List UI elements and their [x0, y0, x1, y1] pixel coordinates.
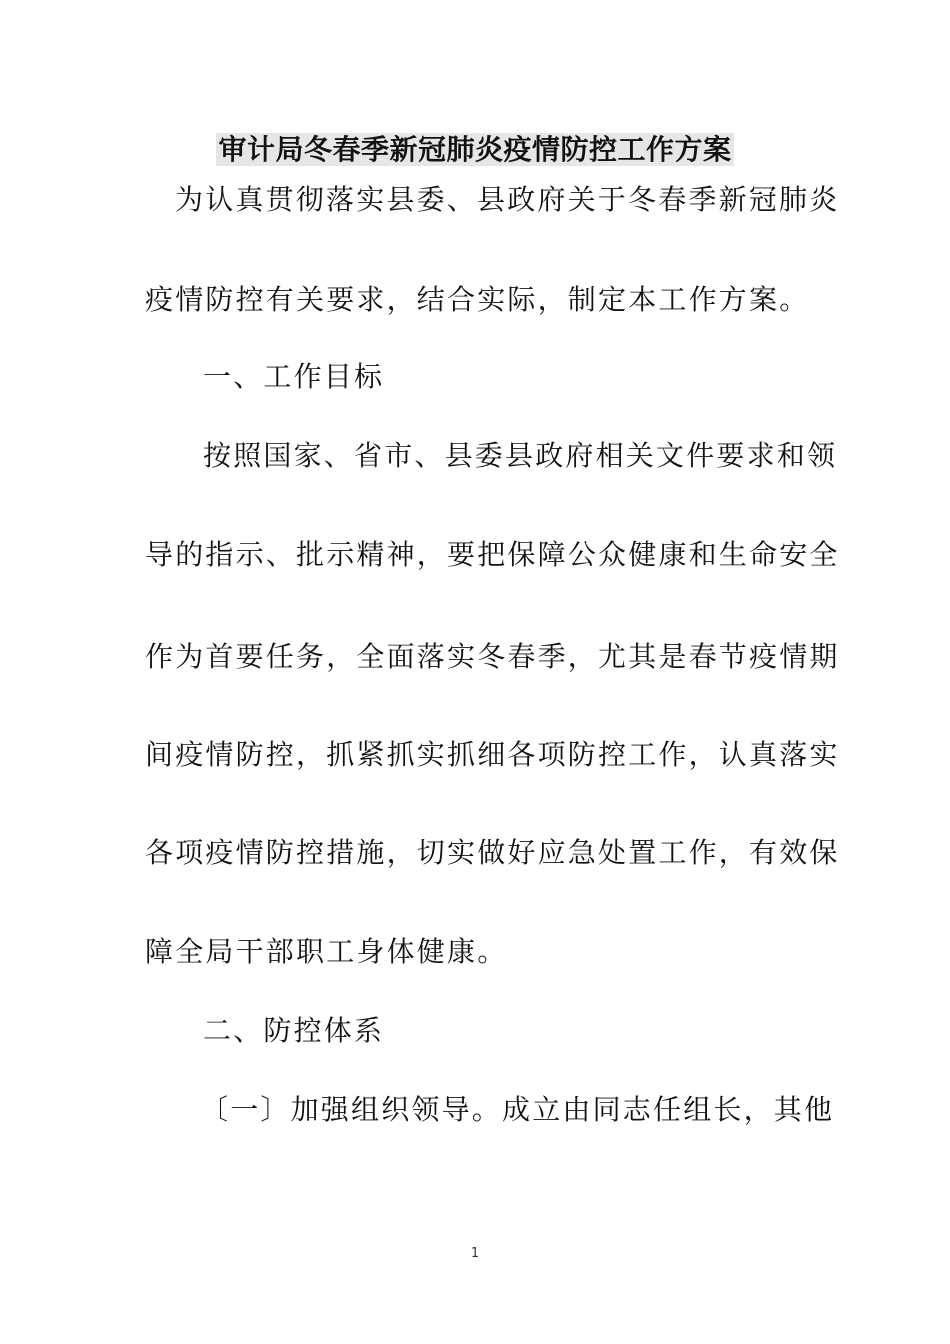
- paragraph-goals-line-2: 导的指示、批示精神，要把保障公众健康和生命安全: [145, 538, 840, 571]
- section-heading-system: 二、防控体系: [203, 1014, 385, 1047]
- paragraph-goals-line-4: 间疫情防控，抓紧抓实抓细各项防控工作，认真落实: [145, 738, 840, 771]
- paragraph-system-line-1: 〔一〕加强组织领导。成立由同志任组长，其他: [200, 1093, 835, 1126]
- paragraph-goals-line-5: 各项疫情防控措施，切实做好应急处置工作，有效保: [145, 836, 840, 869]
- section-heading-goals: 一、工作目标: [203, 360, 385, 393]
- document-title: [0, 130, 950, 170]
- document-title-text: 审计局冬春季新冠肺炎疫情防控工作方案: [218, 133, 732, 166]
- paragraph-intro-line-1: 为认真贯彻落实县委、县政府关于冬春季新冠肺炎: [175, 183, 840, 216]
- paragraph-goals-line-6: 障全局干部职工身体健康。: [145, 935, 508, 968]
- paragraph-intro-line-2: 疫情防控有关要求，结合实际，制定本工作方案。: [145, 283, 810, 316]
- paragraph-goals-line-3: 作为首要任务，全面落实冬春季，尤其是春节疫情期: [145, 640, 840, 673]
- paragraph-goals-line-1: 按照国家、省市、县委县政府相关文件要求和领: [203, 439, 838, 472]
- page-number: 1: [470, 1246, 480, 1261]
